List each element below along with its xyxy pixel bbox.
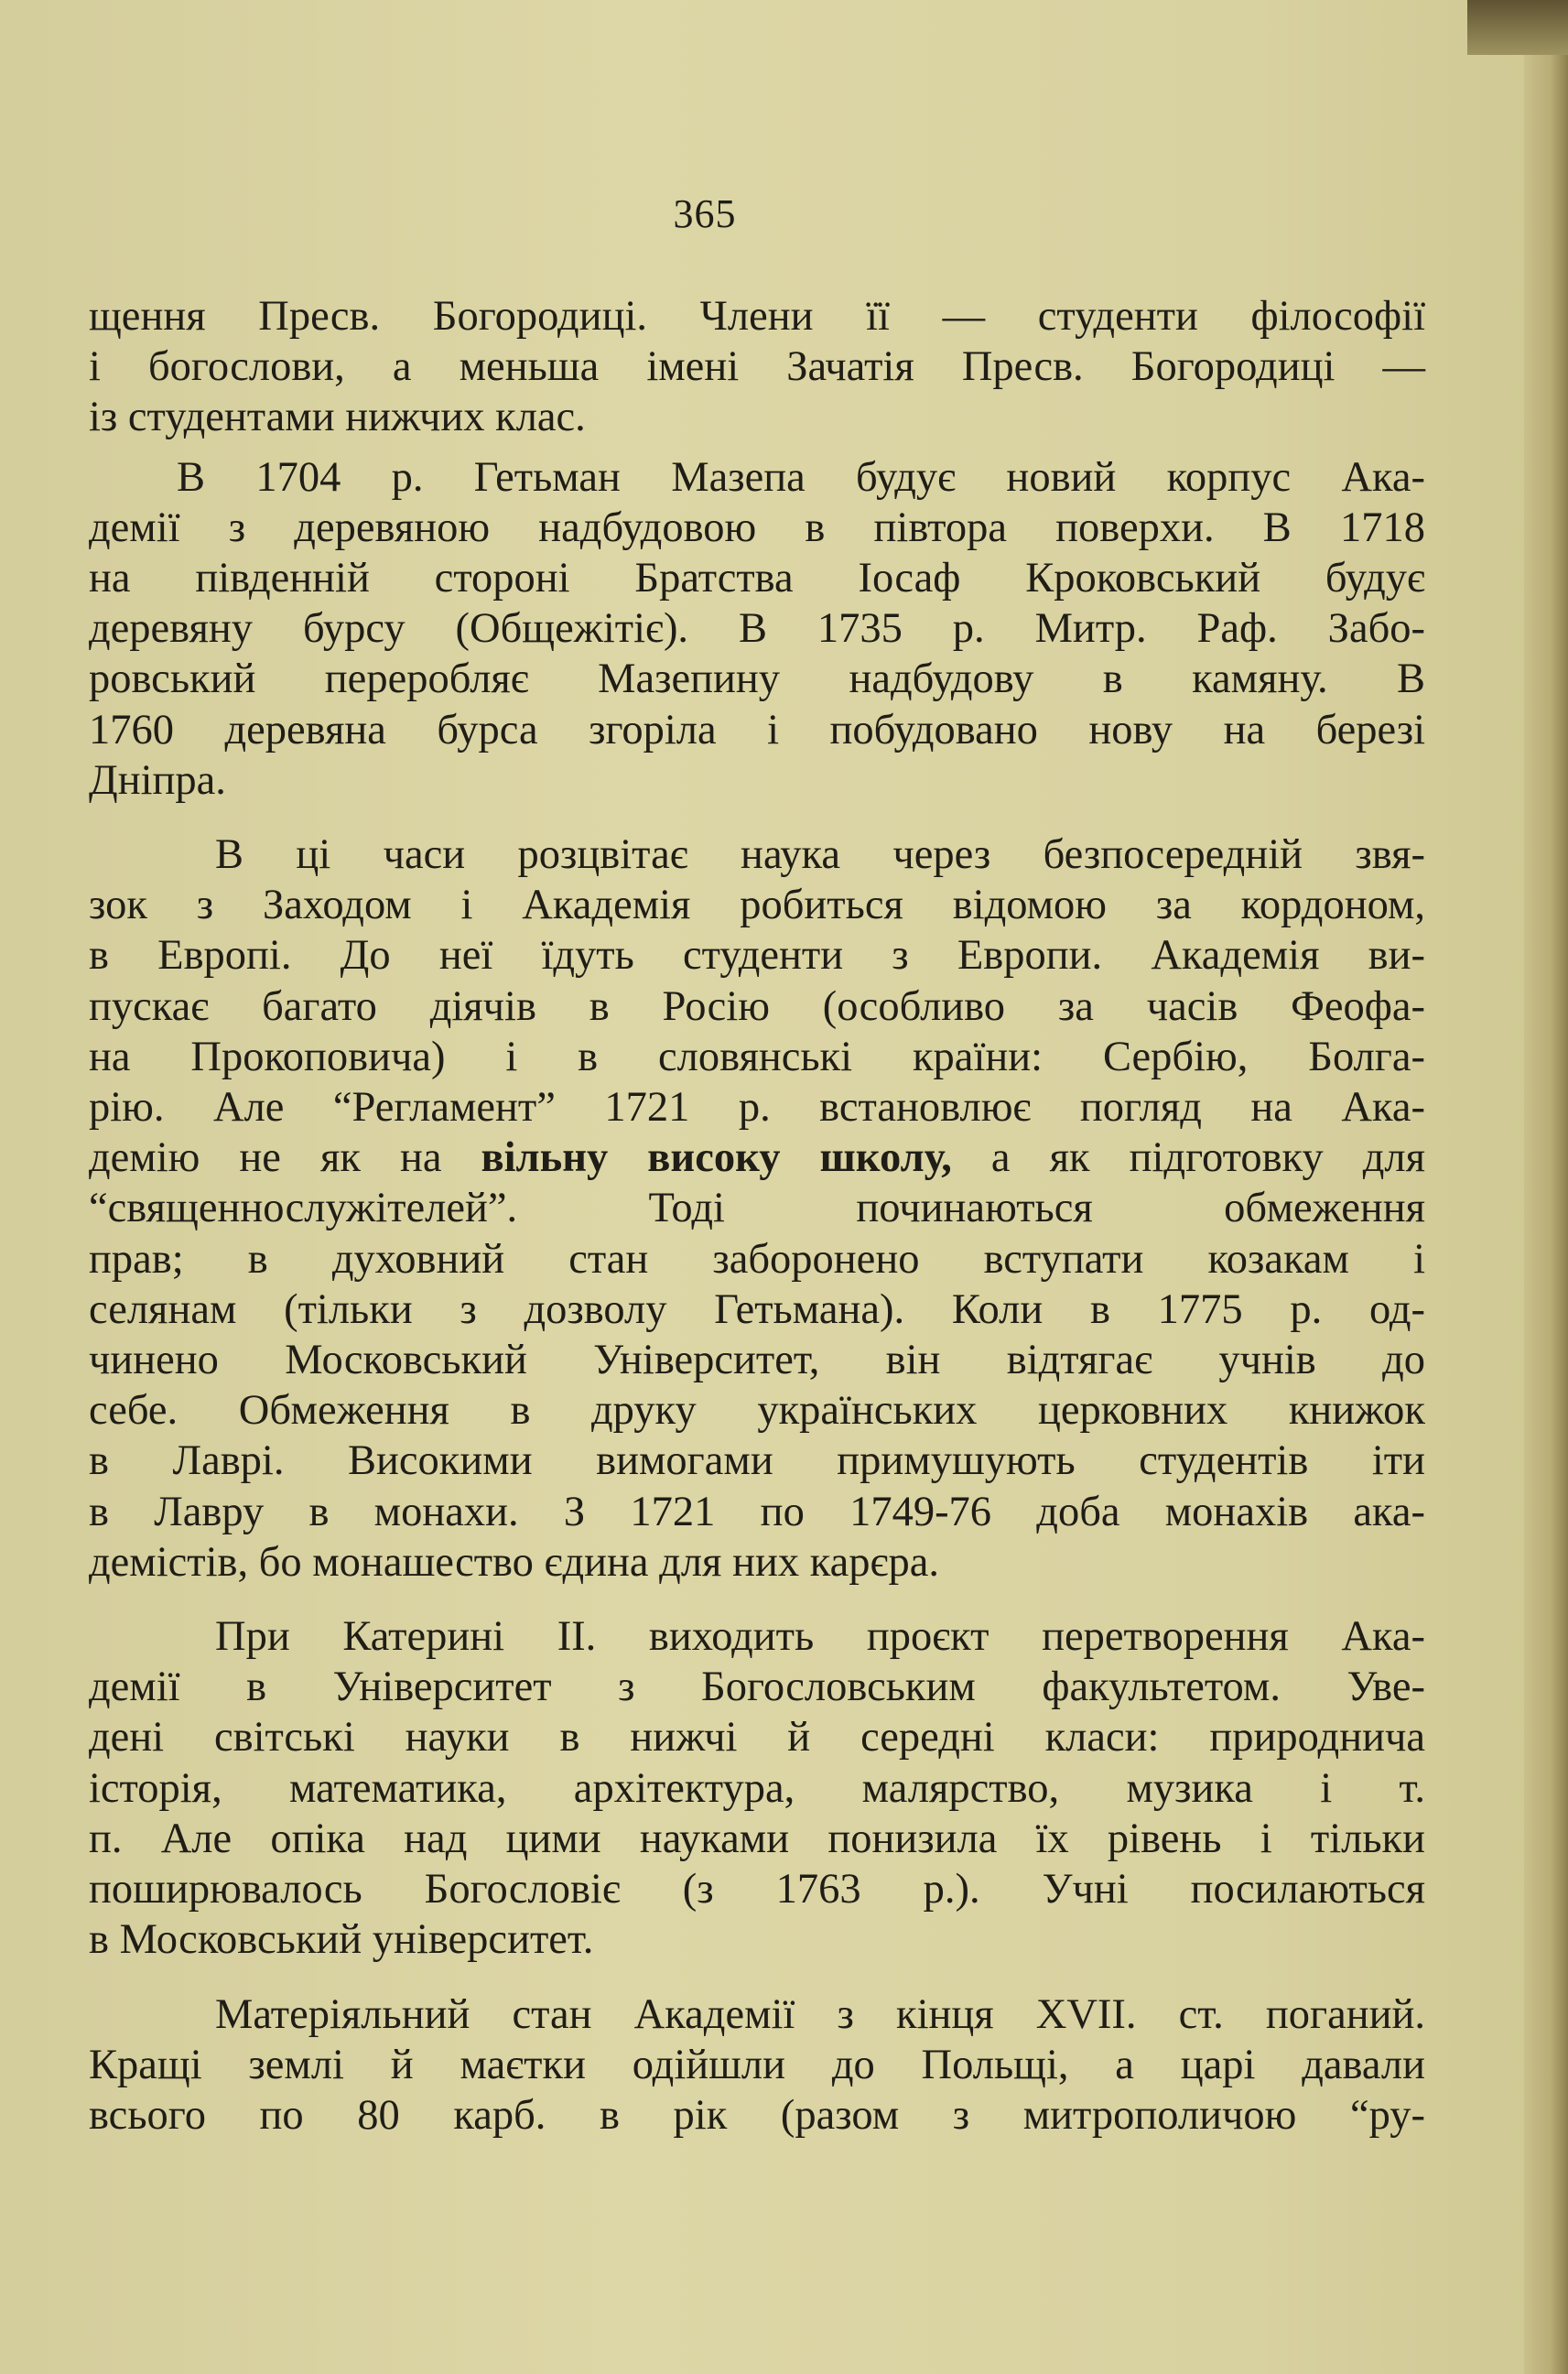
text-line: демістів, бо монашество єдина для них карєра.	[89, 1538, 939, 1586]
paragraph-4	[89, 1611, 1425, 1965]
page-edge	[1524, 0, 1568, 2374]
page-number: 365	[673, 191, 737, 236]
text-line: демії в Університет з Богословським факультетом. Уве-	[89, 1664, 1425, 1711]
text-line: деревяну бурсу (Общежітіє). В 1735 р. Митр. Раф. Забо-	[89, 605, 1425, 653]
text-line: Дніпра.	[89, 756, 226, 804]
text-line: в Европі. До неї їдуть студенти з Европи. Академія ви-	[89, 932, 1425, 980]
text-line: п. Але опіка над цими науками понизила їх рівень і тільки	[89, 1815, 1425, 1862]
text-line: історія, математика, архітектура, малярство, музика і т.	[89, 1764, 1425, 1812]
text-line: із студентами нижчих клас.	[89, 394, 586, 441]
text-line: на Прокоповича) і в словянські країни: Сербію, Болга-	[89, 1033, 1425, 1080]
text-line: рію. Але “Регламент” 1721 р. встановлює погляд на Ака-	[89, 1084, 1425, 1132]
paragraph-1	[89, 291, 1425, 443]
text-line: В 1704 р. Гетьман Мазепа будує новий корпус Ака-	[177, 453, 1425, 501]
paragraph-5	[89, 1989, 1425, 2141]
text-line: 1760 деревяна бурса згоріла і побудовано нову на березі	[89, 706, 1425, 753]
bold-phrase: вільну високу школу,	[481, 1134, 952, 1182]
paragraph-3	[89, 829, 1425, 1588]
text-line: і богослови, а меньша імені Зачатія Пресв. Богородиці —	[89, 343, 1425, 391]
body-text	[89, 291, 1425, 2141]
text-line-with-bold	[89, 1133, 1425, 1183]
text-line: в Лавру в монахи. З 1721 по 1749-76 доба монахів ака-	[89, 1488, 1425, 1535]
text-run: а як підготовку для	[951, 1134, 1425, 1182]
text-line: щення Пресв. Богородиці. Члени її — студенти філософії	[89, 293, 1425, 340]
text-run: демію не як на	[89, 1134, 481, 1182]
text-line: Кращі землі й маєтки одійшли до Польщі, а царі давали	[89, 2041, 1425, 2088]
text-line: на південній стороні Братства Іосаф Кроковський будує	[89, 555, 1425, 602]
text-line: прав; в духовний стан заборонено вступати козакам і	[89, 1235, 1425, 1283]
text-line: в Лаврі. Високими вимогами примушують студентів іти	[89, 1437, 1425, 1485]
text-line: ровський переробляє Мазепину надбудову в камяну. В	[89, 656, 1425, 703]
text-line: В ці часи розцвітає наука через безпосередній звя-	[215, 831, 1425, 879]
text-line: всього по 80 карб. в рік (разом з митрополичою “ру-	[89, 2091, 1425, 2139]
text-line: зок з Заходом і Академія робиться відомою за кордоном,	[89, 882, 1425, 929]
text-line: поширювалось Богословіє (з 1763 р.). Учні посилаються	[89, 1866, 1425, 1913]
text-line: пускає багато діячів в Росію (особливо за часів Феофа-	[89, 982, 1425, 1030]
text-line: демії з деревяною надбудовою в півтора поверхи. В 1718	[89, 504, 1425, 551]
text-line: При Катерині II. виходить проєкт перетворення Ака-	[215, 1613, 1425, 1661]
text-line: “священнослужітелей”. Тоді починаються обмеження	[89, 1185, 1425, 1232]
page-corner-shadow	[1467, 0, 1568, 55]
text-line: дені світські науки в нижчі й середні класи: природнича	[89, 1714, 1425, 1762]
text-line: в Московський університет.	[89, 1916, 594, 1964]
text-line: чинено Московський Університет, він відтягає учнів до	[89, 1337, 1425, 1384]
text-line: себе. Обмеження в друку українських церковних книжок	[89, 1387, 1425, 1435]
text-line: селянам (тільки з дозволу Гетьмана). Коли в 1775 р. од-	[89, 1285, 1425, 1333]
paragraph-2	[89, 452, 1425, 806]
text-line: Матеріяльний стан Академії з кінця XVII. ст. поганий.	[215, 1990, 1425, 2038]
